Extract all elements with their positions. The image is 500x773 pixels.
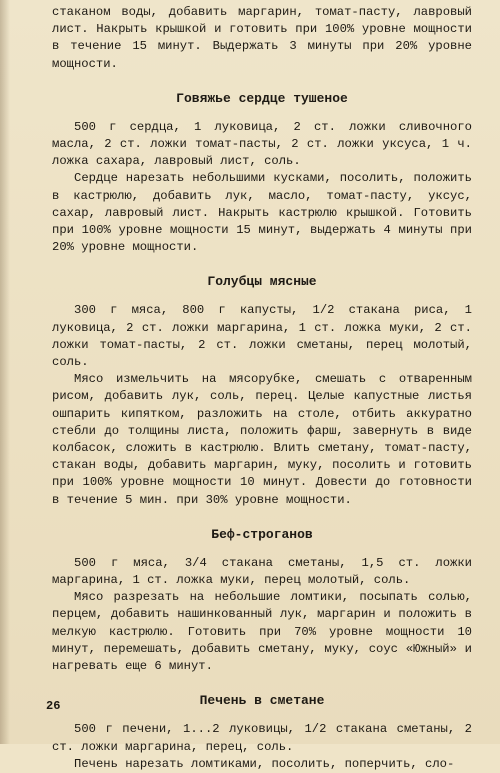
recipe-title: Печень в сметане bbox=[199, 693, 325, 709]
recipe-title: Голубцы мясные bbox=[207, 274, 317, 290]
intro-paragraph: стаканом воды, добавить маргарин, томат-пасту, лавровый лист. Накрыть крышкой и готовить при 100% уровне мощности в течение 15 минут. Выдержать 3 минуты при 20% уровне мощности. bbox=[52, 5, 472, 71]
recipe-title: Говяжье сердце тушеное bbox=[176, 90, 348, 106]
recipe-ingredients: 500 г печени, 1...2 луковицы, 1/2 стакана сметаны, 2 ст. ложки маргарина, перец, соль. bbox=[52, 722, 472, 754]
recipe-section bbox=[52, 526, 472, 675]
recipe-title: Беф-строганов bbox=[211, 526, 313, 542]
recipe-section bbox=[52, 273, 472, 508]
recipe-steps: Мясо измельчить на мясорубке, смешать с отваренным рисом, добавить лук, соль, перец. Целые капустные листья ошпарить кипятком, разложить на столе, отбить аккуратно стебли до толщины листа, положить фарш, завернуть в виде колбасок, сложить в кастрюлю. Влить сметану, томат-пасту, стакан воды, добавить маргарин, муку, посолить и готовить при 100% уровне мощности 10 минут. Довести до готовности в течение 5 мин. при 30% уровне мощности. bbox=[52, 372, 472, 507]
recipe-ingredients: 500 г сердца, 1 луковица, 2 ст. ложки сливочного масла, 2 ст. ложки томат-пасты, 2 ст. ложки уксуса, 1 ч. ложка сахара, лавровый лист, соль. bbox=[52, 119, 472, 169]
recipe-ingredients: 300 г мяса, 800 г капусты, 1/2 стакана риса, 1 луковица, 2 ст. ложки маргарина, 1 ст. ложка муки, 2 ст. ложки томат-пасты, 2 ст. ложки сметаны, перец молотый, соль. bbox=[52, 303, 472, 370]
recipe-steps: Сердце нарезать небольшими кусками, посолить, положить в кастрюлю, добавить лук, масло, томат-пасту, уксус, сахар, лавровый лист. Накрыть кастрюлю крышкой. Готовить при 100% уровне мощности 15 минут, выдержать 4 минуты при 20% уровне мощности. bbox=[52, 171, 472, 255]
recipe-steps: Мясо разрезать на небольшие ломтики, посыпать солью, перцем, добавить нашинкованный лук, маргарин и положить в мелкую кастрюлю. Готовить при 70% уровне мощности 10 минут, перемешать, добавить сметану, муку, соус «Южный» и нагревать еще 6 минут. bbox=[52, 590, 472, 674]
recipe-section bbox=[52, 90, 472, 257]
page-number: 26 bbox=[46, 699, 61, 713]
recipe-section bbox=[52, 692, 472, 773]
recipe-ingredients: 500 г мяса, 3/4 стакана сметаны, 1,5 ст. ложки маргарина, 1 ст. ложка муки, перец молотый, соль. bbox=[52, 555, 472, 588]
recipe-steps: Печень нарезать ломтиками, посолить, поперчить, сло- bbox=[74, 756, 455, 771]
